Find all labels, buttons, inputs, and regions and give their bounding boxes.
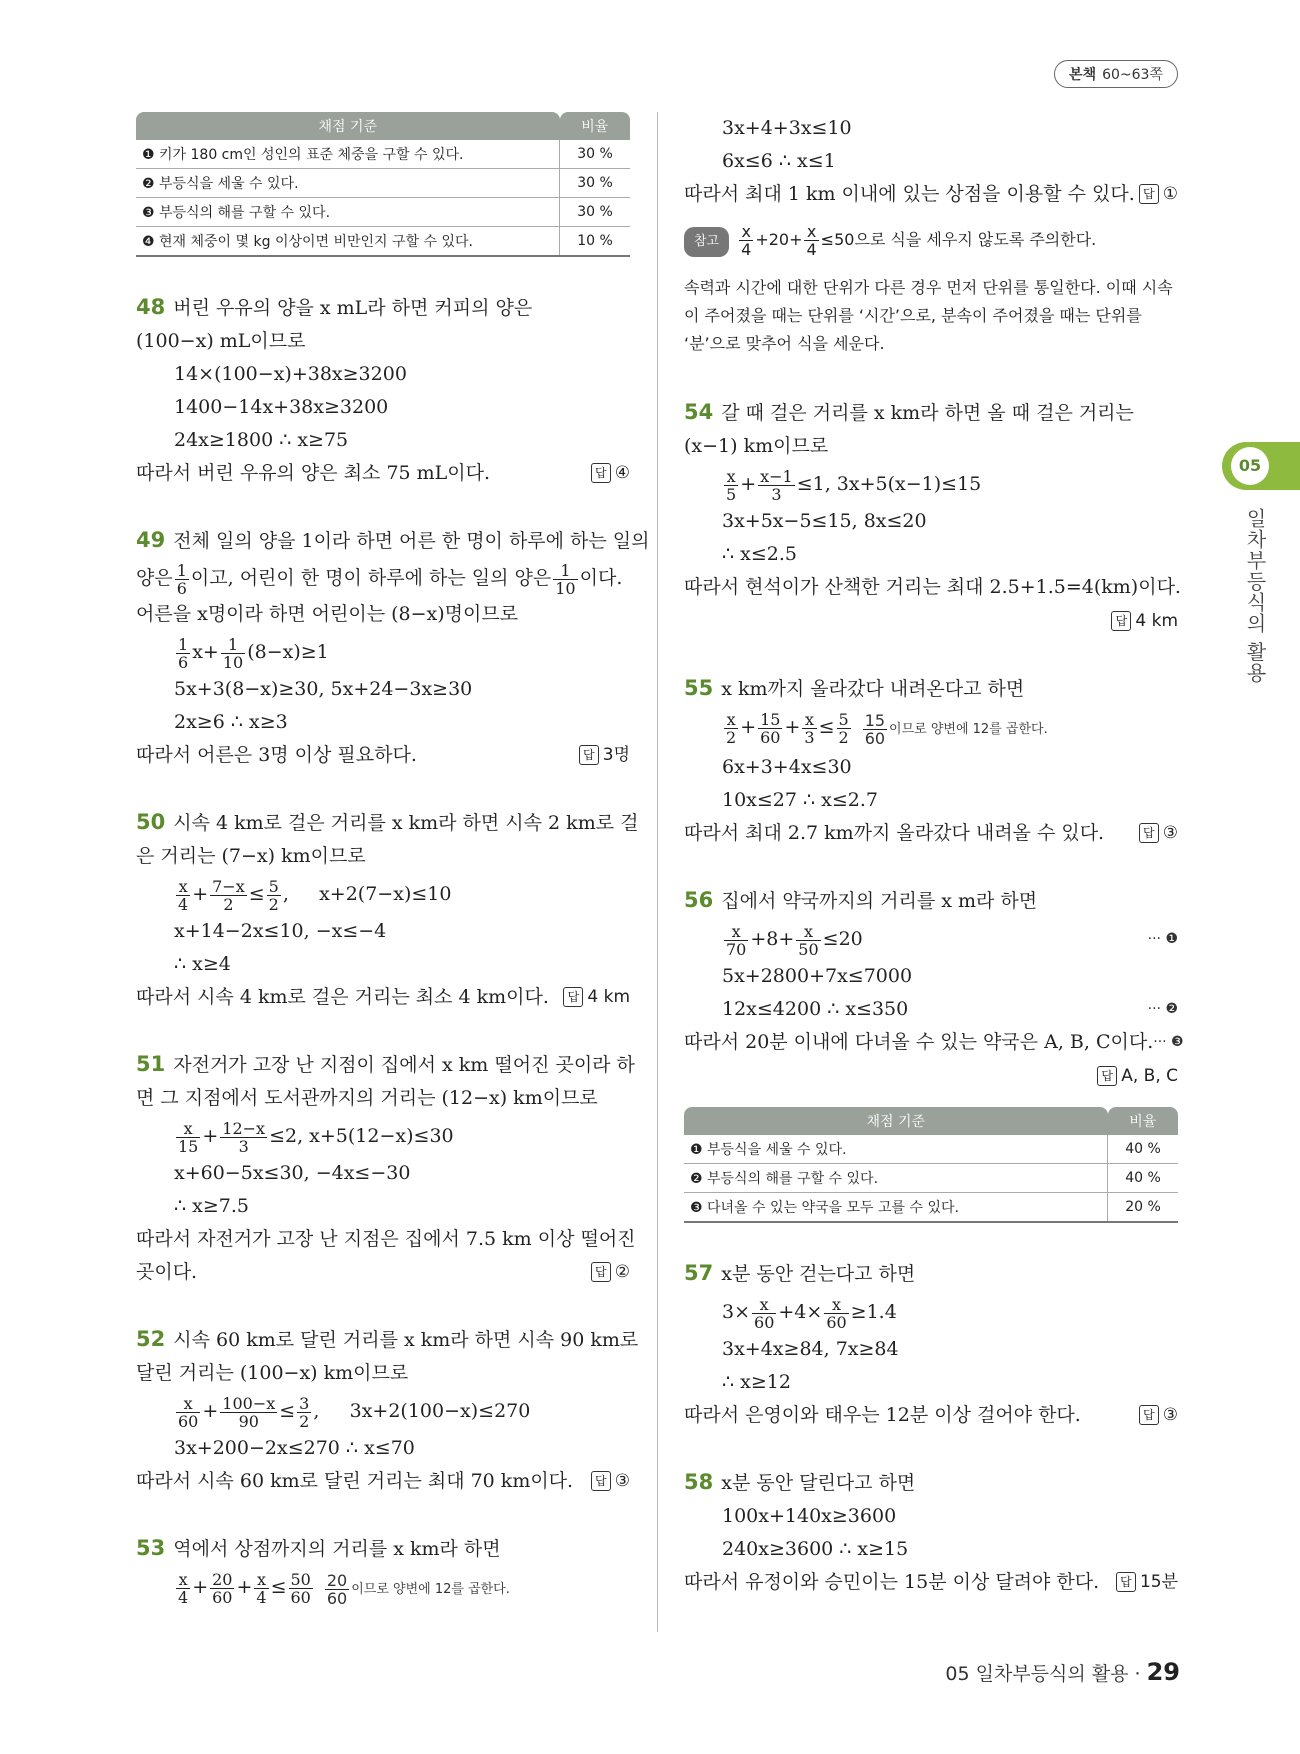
answer-mark: 답 ③ [591, 1465, 630, 1498]
column-divider [657, 112, 658, 1632]
table-row: ❶ 키가 180 cm인 성인의 표준 체중을 구할 수 있다. 30 % [136, 140, 630, 169]
answer-mark: 답 4 km [1111, 611, 1178, 631]
problem-52: 52 시속 60 km로 달린 거리를 x km라 하면 시속 90 km로 달린 거리는 (100−x) km이므로 $\frac{x}{60}$ + $\frac{100-x}{90}$ ≤ $\frac{3}{2}$ , 3x+2(100−x)≤270 3x+200−2x≤270 ∴ x≤70 따라서 시속 60 km로 달린 거리는 최대 70 km이다. 답 ③ [136, 1323, 630, 1498]
problem-56: 56 집에서 약국까지의 거리를 x m라 하면 $\frac{x}{70}$ +8+ $\frac{x}{50}$ ≤20 ··· ❶ 5x+2800+7x≤7000 12x≤4200 ∴ x≤350 ··· ❷ 따라서 20분 이내에 다녀올 수 있는 약국은 A, B, C이다. ··· ❸ 답 A, B, C [684, 884, 1178, 1093]
table-row: ❸ 다녀올 수 있는 약국을 모두 고를 수 있다. 20 % [684, 1193, 1178, 1223]
answer-mark: 답 15분 [1116, 1566, 1178, 1599]
answer-mark: 답 ① [1139, 178, 1178, 211]
answer-mark: 답 A, B, C [1097, 1066, 1178, 1086]
tip-tag: 참고 [684, 227, 729, 257]
answer-mark: 답 4 km [563, 981, 630, 1014]
problem-50: 50 시속 4 km로 걸은 거리를 x km라 하면 시속 2 km로 걸 은 거리는 (7−x) km이므로 $\frac{x}{4}$ + $\frac{7-x}{2}$ ≤ $\frac{5}{2}$ , x+2(7−x)≤10 x+14−2x≤10, −x≤−4 ∴ x≥4 따라서 시속 4 km로 걸은 거리는 최소 4 km이다. 답 4 km [136, 806, 630, 1014]
chapter-tab: 05 [1222, 442, 1300, 490]
problem-53-continued: 3x+4+3x≤10 6x≤6 ∴ x≤1 따라서 최대 1 km 이내에 있는 상점을 이용할 수 있다. 답 ① 참고 $\frac{x}{4}$ +20+ $\frac{x}{4}$ ≤50으로 식을 세우지 않도록 주의한다. 속력과 시간에 대한 단위가 다른 경우 먼저 단위를 통일한다. 이때 시속이 주어졌을 때는 단위를 ‘시간’으로, 분속이 주어졌을 때는 단위를 ‘분’으로 맞추어 식을 세운다. [684, 112, 1178, 358]
table-row: ❹ 현재 체중이 몇 kg 이상이면 비만인지 구할 수 있다. 10 % [136, 227, 630, 257]
scoring-table-1: 채점 기준 비율 ❶ 키가 180 cm인 성인의 표준 체중을 구할 수 있다. 30 % ❷ 부등식을 세울 수 있다. 30 % ❸ 부등식의 해를 구할 수 있다. 30 % ❹ 현재 체중이 몇 kg 이상이면 비만인지 구할 수 있다. 10 % [136, 112, 630, 257]
page-footer: 05 일차부등식의 활용 · 29 [945, 1658, 1180, 1686]
table-row: ❸ 부등식의 해를 구할 수 있다. 30 % [136, 198, 630, 227]
problem-49: 49 전체 일의 양을 1이라 하면 어른 한 명이 하루에 하는 일의 양은 $\frac{1}{6}$ 이고, 어린이 한 명이 하루에 하는 일의 양은 $\frac{1}{10}$ 이다. 어른을 x명이라 하면 어린이는 (8−x)명이므로 $\frac{1}{6}$ x+ $\frac{1}{10}$ (8−x)≥1 5x+3(8−x)≥30, 5x+24−3x≥30 2x≥6 ∴ x≥3 따라서 어른은 3명 이상 필요하다. 답 3명 [136, 524, 630, 772]
table-row: ❷ 부등식의 해를 구할 수 있다. 40 % [684, 1164, 1178, 1193]
page-number: 29 [1146, 1658, 1180, 1686]
table-row: ❷ 부등식을 세울 수 있다. 30 % [136, 169, 630, 198]
answer-mark: 답 ③ [1139, 1399, 1178, 1432]
problem-55: 55 x km까지 올라갔다 내려온다고 하면 $\frac{x}{2}$ + $\frac{15}{60}$ + $\frac{x}{3}$ ≤ $\frac{5}{2}$ $\frac{15}{60}$ 이므로 양변에 12를 곱한다. 6x+3+4x≤30 10x≤27 ∴ x≤2.7 따라서 최대 2.7 km까지 올라갔다 내려올 수 있다. 답 ③ [684, 672, 1178, 850]
scoring-table-2: 채점 기준 비율 ❶ 부등식을 세울 수 있다. 40 % ❷ 부등식의 해를 구할 수 있다. 40 % ❸ 다녀올 수 있는 약국을 모두 고를 수 있다. 20 % [684, 1107, 1178, 1223]
answer-mark: 답 ③ [1139, 817, 1178, 850]
table-row: ❶ 부등식을 세울 수 있다. 40 % [684, 1135, 1178, 1164]
answer-mark: 답 ② [591, 1256, 630, 1289]
problem-54: 54 갈 때 걸은 거리를 x km라 하면 올 때 걸은 거리는 (x−1) km이므로 $\frac{x}{5}$ + $\frac{x-1}{3}$ ≤1, 3x+5(x−1)≤15 3x+5x−5≤15, 8x≤20 ∴ x≤2.5 따라서 현석이가 산책한 거리는 최대 2.5+1.5=4(km)이다. 답 4 km [684, 396, 1178, 638]
page-reference: 본책 60~63쪽 [1054, 60, 1178, 88]
problem-53: 53 역에서 상점까지의 거리를 x km라 하면 $\frac{x}{4}$ + $\frac{20}{60}$ + $\frac{x}{4}$ ≤ $\frac{50}{60}$ $\frac{20}{60}$ 이므로 양변에 12를 곱한다. [136, 1536, 510, 1608]
chapter-side-title: 일차부등식의 활용 [1243, 508, 1267, 684]
answer-mark: 답 3명 [579, 739, 630, 772]
answer-mark: 답 ④ [591, 457, 630, 490]
problem-48: 48 버린 우유의 양을 x mL라 하면 커피의 양은 (100−x) mL이므로 14×(100−x)+38x≥3200 1400−14x+38x≥3200 24x≥1800 ∴ x≥75 따라서 버린 우유의 양은 최소 75 mL이다. 답 ④ [136, 291, 630, 490]
problem-57: 57 x분 동안 걷는다고 하면 3× $\frac{x}{60}$ +4× $\frac{x}{60}$ ≥1.4 3x+4x≥84, 7x≥84 ∴ x≥12 따라서 은영이와 태우는 12분 이상 걸어야 한다. 답 ③ [684, 1257, 1178, 1432]
right-column [684, 112, 1184, 1599]
problem-51: 51 자전거가 고장 난 지점이 집에서 x km 떨어진 곳이라 하 면 그 지점에서 도서관까지의 거리는 (12−x) km이므로 $\frac{x}{15}$ + $\frac{12-x}{3}$ ≤2, x+5(12−x)≤30 x+60−5x≤30, −4x≤−30 ∴ x≥7.5 따라서 자전거가 고장 난 지점은 집에서 7.5 km 이상 떨어진 곳이다. 답 ② [136, 1048, 630, 1289]
problem-58: 58 x분 동안 달린다고 하면 100x+140x≥3600 240x≥3600 ∴ x≥15 따라서 유정이와 승민이는 15분 이상 달려야 한다. 답 15분 [684, 1466, 1178, 1599]
left-column [136, 112, 650, 1611]
